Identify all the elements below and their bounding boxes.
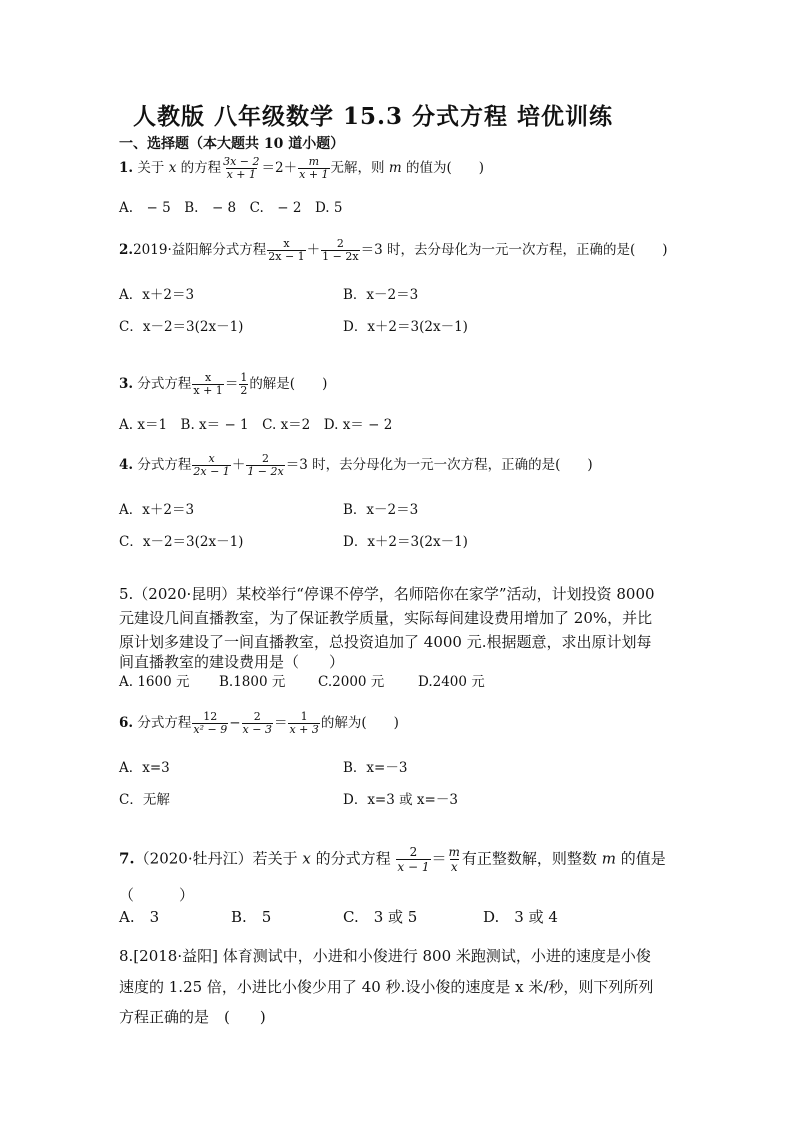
question-4-option-c: C．x－2＝3(2x－1) [119,534,244,550]
fraction: $\frac{1}{2}$ [240,371,248,397]
question-1-options: A. − 5 B. − 8 C. − 2 D. 5 [119,200,343,216]
question-5-line-1: 5.（2020·昆明）某校举行“停课不停学，名师陪你在家学”活动，计划投资 8000 [119,585,655,603]
fraction: $\frac{x}{2x - 1}$ [268,237,305,263]
question-6-option-b: B．x=－3 [343,760,408,776]
question-6-option-a: A．x=3 [119,760,170,776]
question-3: 3. 分式方程 $\frac{x}{x + 1}$ ＝ $\frac{1}{2}$ 的解是( ) [119,371,328,397]
question-8-line-3: 方程正确的是 ( ) [119,1008,266,1026]
fraction: $\frac{x}{x + 1}$ [193,371,223,397]
question-2-option-d: D．x＋2＝3(2x－1) [343,319,468,335]
question-7-option-a: A. 3 [119,908,160,926]
fraction: $\frac{2}{x - 3}$ [242,710,272,736]
fraction: $\frac{2}{x - 1}$ [397,845,430,874]
fraction: $\frac{2}{1 - 2x}$ [247,452,284,478]
page-title: 人教版 八年级数学 15.3 分式方程 培优训练 [133,103,614,130]
question-7-option-d: D. 3 或 4 [483,908,558,926]
fraction: $\frac{3x - 2}{x + 1}$ [223,155,260,181]
fraction: $\frac{2}{1 - 2x}$ [322,237,359,263]
question-7-option-c: C. 3 或 5 [343,908,418,926]
question-2-option-a: A．x＋2＝3 [119,287,195,303]
question-3-options: A. x＝1 B. x＝ − 1 C. x＝2 D. x＝ − 2 [119,417,393,433]
question-7-option-b: B. 5 [231,908,272,926]
question-1: 1. 关于 x 的方程 $\frac{3x - 2}{x + 1}$ ＝2＋ $\frac{m}{x + 1}$ 无解，则 m 的值为( ) [119,155,484,181]
question-5-option-a: A. 1600 元 [119,674,190,690]
fraction: $\frac{1}{x + 3}$ [289,710,319,736]
question-4-option-b: B．x－2＝3 [343,502,419,518]
question-8-line-2: 速度的 1.25 倍，小进比小俊少用了 40 秒.设小俊的速度是 x 米/秒，则下列所列 [119,978,654,996]
question-2-option-c: C．x－2＝3(2x－1) [119,319,244,335]
fraction: $\frac{12}{\text{x² − 9}}$ [193,710,228,736]
question-6-option-d: D．x=3 或 x=－3 [343,792,458,808]
question-5-option-d: D.2400 元 [418,674,485,690]
question-6: 6. 分式方程 $\frac{12}{\text{x² − 9}}$ − $\frac{2}{x - 3}$ ＝ $\frac{1}{x + 3}$ 的解为( ) [119,710,399,736]
question-6-option-c: C．无解 [119,792,170,808]
fraction: $\frac{m}{x + 1}$ [299,155,329,181]
question-4-option-d: D．x＋2＝3(2x－1) [343,534,468,550]
fraction: $\frac{x}{2x - 1}$ [193,452,230,478]
question-4: 4. 分式方程 $\frac{x}{2x - 1}$ ＋ $\frac{2}{1 - 2x}$ ＝3 时，去分母化为一元一次方程，正确的是( ) [119,452,593,478]
question-2: 2.2019·益阳解分式方程 $\frac{x}{2x - 1}$ ＋ $\frac{2}{1 - 2x}$ ＝3 时，去分母化为一元一次方程，正确的是( ) [119,237,668,263]
question-5-option-c: C.2000 元 [318,674,385,690]
fraction: $\frac{m}{x}$ [448,845,460,874]
question-7-answer-blank: （ ） [119,886,195,904]
question-2-option-b: B．x－2＝3 [343,287,419,303]
question-5-line-2: 元建设几间直播教室，为了保证教学质量，实际每间建设费用增加了 20%，并比 [119,609,653,627]
question-5-option-b: B.1800 元 [219,674,286,690]
question-4-option-a: A．x＋2＝3 [119,502,195,518]
question-5-line-3: 原计划多建设了一间直播教室，总投资追加了 4000 元.根据题意，求出原计划每 [119,633,652,651]
question-5-line-4: 间直播教室的建设费用是（ ） [119,653,345,671]
question-8-line-1: 8.[2018·益阳] 体育测试中，小进和小俊进行 800 米跑测试，小进的速度是小俊 [119,947,651,965]
question-7: 7.（2020·牡丹江）若关于 x 的分式方程 $\frac{2}{x - 1}$ ＝ $\frac{m}{x}$ 有正整数解，则整数 m 的值是 [119,845,666,874]
section-heading: 一、选择题（本大题共 10 道小题） [119,136,345,152]
